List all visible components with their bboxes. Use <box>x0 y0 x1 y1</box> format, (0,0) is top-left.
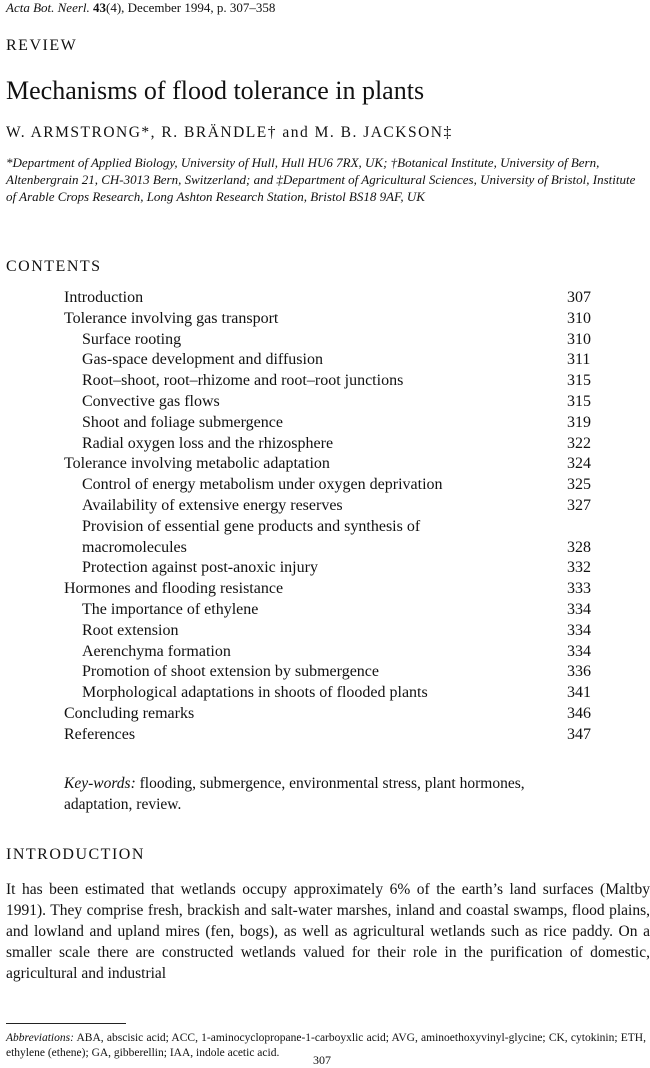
toc-entry <box>0 663 650 683</box>
affiliations: *Department of Applied Biology, University of Hull, Hull HU6 7RX, UK; †Botanical Institute, University of Bern, Altenbergrain 21, CH-3013 Bern, Switzerland; and ‡Department of Agricultural Sciences, University of Bristol, Institute of Arable Crops Research, Long Ashton Research Station, Bristol BS18 9AF, UK <box>6 155 636 204</box>
toc-entry-label: Tolerance involving gas transport <box>64 309 279 327</box>
toc-entry-page: 327 <box>567 497 591 514</box>
review-label: REVIEW <box>6 37 78 54</box>
contents-heading: CONTENTS <box>6 258 102 275</box>
toc-entry-page: 336 <box>567 663 591 681</box>
page-number: 307 <box>313 1053 331 1067</box>
toc-entry-label: Provision of essential gene products and synthesis of <box>82 517 421 535</box>
toc-entry <box>0 726 650 746</box>
toc-entry <box>0 539 650 559</box>
toc-entry <box>0 622 650 642</box>
introduction-heading: INTRODUCTION <box>6 846 145 863</box>
toc-entry <box>0 414 650 434</box>
journal-volume: 43 <box>93 0 107 15</box>
toc-entry-page: 341 <box>567 684 591 702</box>
toc-entry <box>0 476 650 496</box>
toc-entry <box>0 289 650 309</box>
toc-entry <box>0 518 650 538</box>
footnote-rule <box>6 1023 126 1024</box>
toc-entry-page: 347 <box>567 725 591 743</box>
toc-entry-page: 307 <box>567 289 591 306</box>
toc-entry-label: Concluding remarks <box>64 705 195 722</box>
abbreviations-label: Abbreviations: <box>6 1032 74 1044</box>
toc-entry-label: Promotion of shoot extension by submergence <box>82 663 379 681</box>
abbreviations-text: ABA, abscisic acid; ACC, 1-aminocyclopropane-1-carboyxlic acid; AVG, aminoethoxyvinyl-glycine; CK, cytokinin; ETH, ethylene (ethene); GA, gibberellin; IAA, indole acetic acid. <box>6 1032 646 1059</box>
toc-entry-page: 310 <box>567 330 591 348</box>
toc-entry-label: Root–shoot, root–rhizome and root–root junctions <box>82 372 404 390</box>
toc-entry-page: 328 <box>567 538 591 556</box>
toc-entry-label: Availability of extensive energy reserves <box>82 497 343 514</box>
toc-entry <box>0 393 650 413</box>
toc-entry-label: Radial oxygen loss and the rhizosphere <box>82 434 334 452</box>
toc-entry-label: Root extension <box>82 621 179 639</box>
toc-entry <box>0 372 650 392</box>
toc-entry <box>0 310 650 330</box>
toc-entry <box>0 455 650 475</box>
toc-entry-page: 319 <box>567 413 591 431</box>
toc-entry-label: Tolerance involving metabolic adaptation <box>64 455 330 473</box>
toc-entry-page: 334 <box>567 621 591 639</box>
toc-entry-page: 332 <box>567 559 591 577</box>
toc-entry-page: 315 <box>567 372 591 390</box>
toc-entry-label: Convective gas flows <box>82 393 220 410</box>
toc-entry-label: Gas-space development and diffusion <box>82 351 323 369</box>
toc-entry <box>0 705 650 725</box>
toc-entry-label: macromolecules <box>82 538 187 556</box>
journal-name: Acta Bot. Neerl. <box>6 0 90 15</box>
authors: W. ARMSTRONG*, R. BRÄNDLE† and M. B. JACKSON‡ <box>6 124 453 141</box>
toc-entry-page: 333 <box>567 580 591 598</box>
introduction-paragraph: It has been estimated that wetlands occupy approximately 6% of the earth’s land surfaces (Maltby 1991). They comprise fresh, brackish and salt-water marshes, inland and coastal swamps, flood plains, and lowland and upland mires (fen, bogs), as well as agricultural wetlands such as rice paddy. On a smaller scale there are constructed wetlands valued for their role in the purification of domestic, agricultural and industrial <box>6 881 650 982</box>
toc-entry-label: Shoot and foliage submergence <box>82 413 283 431</box>
keywords <box>64 773 564 815</box>
toc-entry <box>0 435 650 455</box>
keywords-text: flooding, submergence, environmental stress, plant hormones, adaptation, review. <box>64 775 525 813</box>
toc-entry-page: 334 <box>567 601 591 618</box>
toc-entry <box>0 559 650 579</box>
toc-entry <box>0 684 650 704</box>
toc-entry-page: 346 <box>567 705 591 722</box>
toc-entry-label: Protection against post-anoxic injury <box>82 559 318 577</box>
toc-entry-label: References <box>64 725 136 743</box>
toc-entry-label: Aerenchyma formation <box>82 642 231 660</box>
keywords-label: Key-words: <box>64 775 136 792</box>
paper-title: Mechanisms of flood tolerance in plants <box>6 76 425 105</box>
toc-entry-label: Hormones and flooding resistance <box>64 580 284 598</box>
toc-entry-page: 315 <box>567 393 591 410</box>
journal-citation <box>6 0 275 16</box>
toc-entry-label: Introduction <box>64 289 144 306</box>
toc-entry-label: Morphological adaptations in shoots of flooded plants <box>82 684 428 702</box>
toc-entry-page: 334 <box>567 642 591 660</box>
toc-entry-page: 310 <box>567 309 591 327</box>
toc-entry <box>0 580 650 600</box>
toc-entry-label: The importance of ethylene <box>82 601 259 618</box>
toc-entry-page: 311 <box>567 351 591 369</box>
toc-entry-label: Surface rooting <box>82 330 182 348</box>
toc-entry-page: 322 <box>567 434 591 452</box>
toc-entry-page: 324 <box>567 455 591 473</box>
toc-entry <box>0 643 650 663</box>
toc-entry-label: Control of energy metabolism under oxygen deprivation <box>82 476 443 494</box>
journal-issue-date: (4), December 1994, p. 307–358 <box>106 0 276 15</box>
toc-entry <box>0 497 650 517</box>
toc-entry <box>0 331 650 351</box>
toc-entry <box>0 601 650 621</box>
toc-entry-page: 325 <box>567 476 591 494</box>
toc-entry <box>0 351 650 371</box>
